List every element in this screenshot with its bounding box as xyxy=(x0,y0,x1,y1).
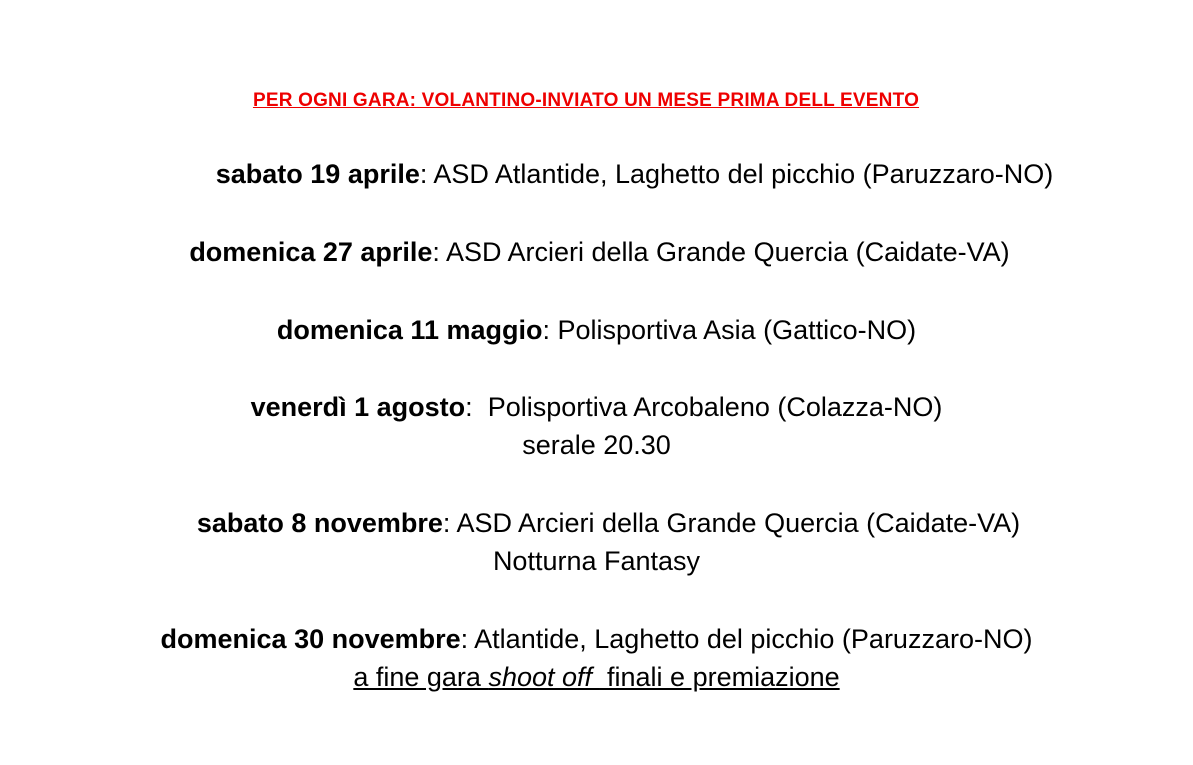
event-venue: Polisportiva Asia (Gattico-NO) xyxy=(557,315,917,345)
event-line-2 xyxy=(3,235,1193,269)
event-separator: : xyxy=(419,159,434,189)
event-line-5 xyxy=(12,506,1193,540)
event-venue: ASD Arcieri della Grande Quercia (Caidate-VA) xyxy=(456,508,1021,538)
event-line-1 xyxy=(38,157,1193,191)
note-text-before: a fine gara xyxy=(353,662,489,692)
event-separator: : xyxy=(442,508,457,538)
event-date: sabato 8 novembre xyxy=(196,508,443,538)
event-venue: ASD Atlantide, Laghetto del picchio (Paruzzaro-NO) xyxy=(433,159,1054,189)
event-line-6 xyxy=(0,622,1193,656)
event-venue: Atlantide, Laghetto del picchio (Paruzzaro-NO) xyxy=(474,624,1033,654)
event-venue: ASD Arcieri della Grande Quercia (Caidate-VA) xyxy=(445,237,1010,267)
event-venue: Polisportiva Arcobaleno (Colazza-NO) xyxy=(487,392,943,422)
event-date: sabato 19 aprile xyxy=(215,159,420,189)
event-note-6 xyxy=(0,660,1193,694)
flyer-notice: PER OGNI GARA: VOLANTINO-INVIATO UN MESE PRIMA DELL EVENTO xyxy=(252,90,920,111)
event-separator: : xyxy=(432,237,446,267)
event-date: venerdì 1 agosto xyxy=(250,392,466,422)
event-note-5: Notturna Fantasy xyxy=(492,546,701,576)
event-line-3 xyxy=(0,313,1193,347)
event-separator: : xyxy=(542,315,558,345)
event-note-4: serale 20.30 xyxy=(522,430,671,460)
event-line-4 xyxy=(0,390,1193,424)
note-text-after: finali e premiazione xyxy=(599,662,840,692)
event-date: domenica 11 maggio xyxy=(276,315,543,345)
event-date: domenica 27 aprile xyxy=(189,237,433,267)
event-date: domenica 30 novembre xyxy=(160,624,461,654)
event-separator: : xyxy=(465,392,488,422)
event-separator: : xyxy=(460,624,475,654)
note-text-italic: shoot off xyxy=(488,662,600,692)
